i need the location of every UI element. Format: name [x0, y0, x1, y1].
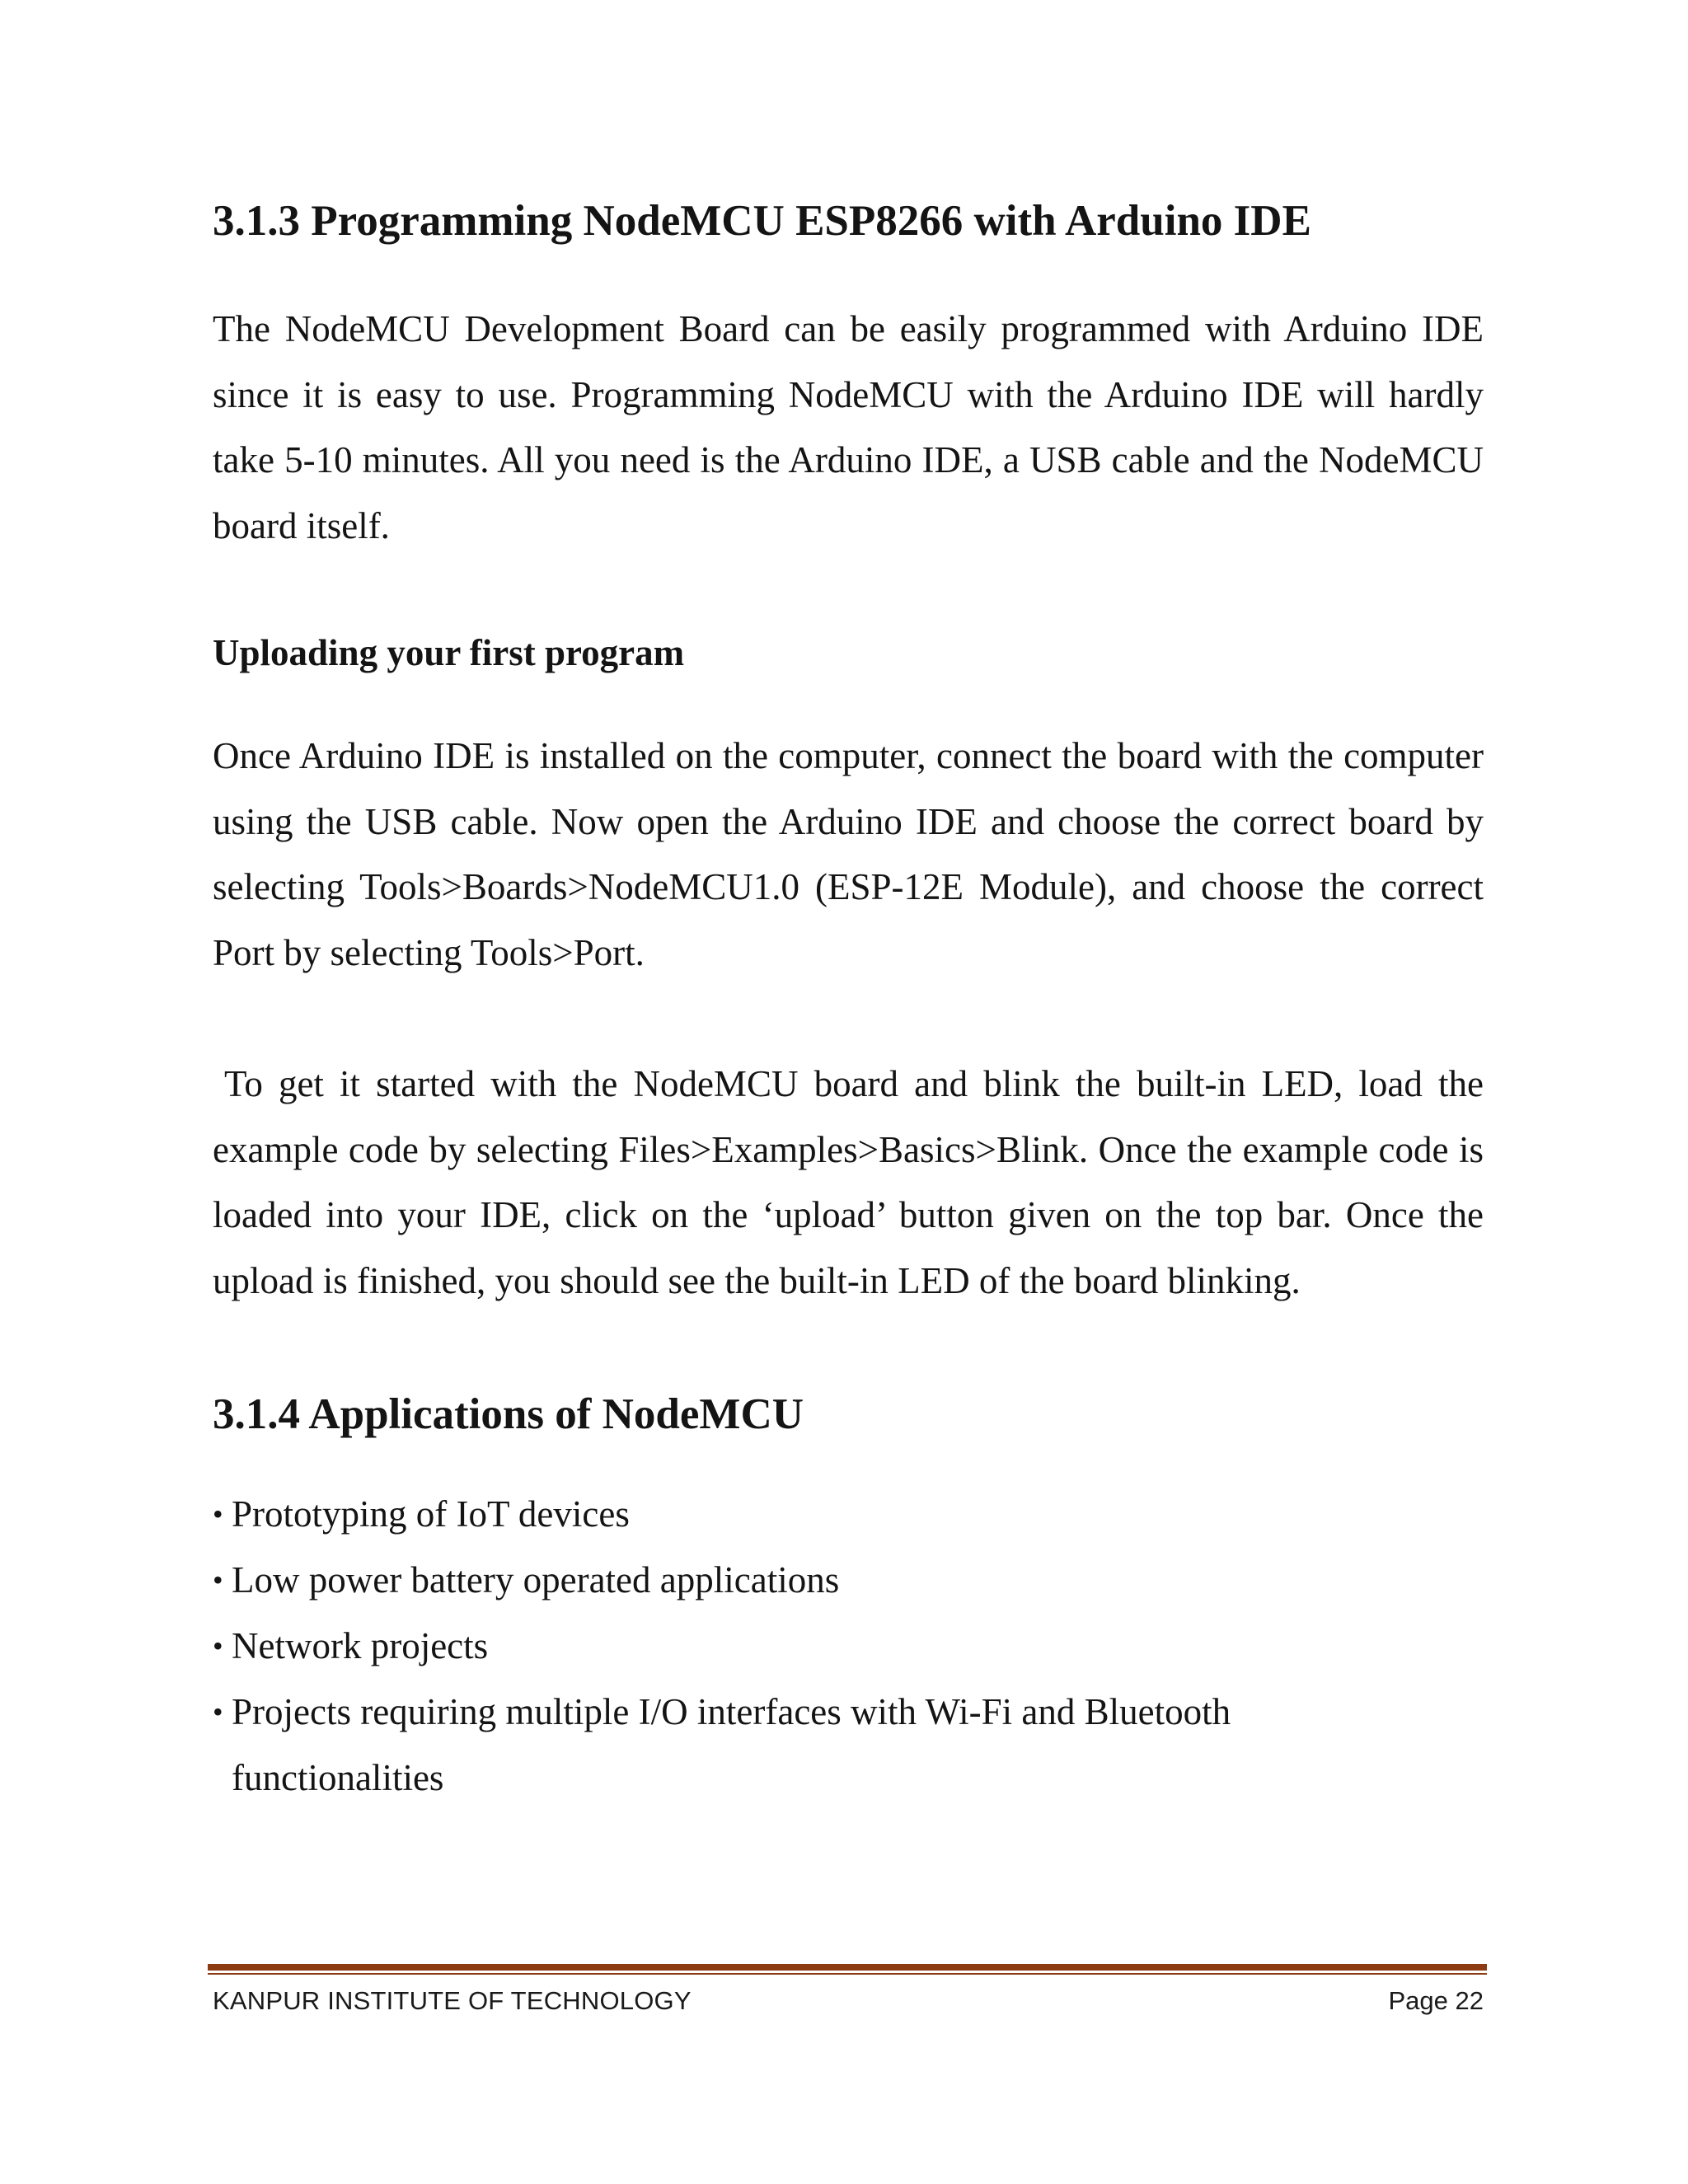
- list-item: [213, 1613, 1367, 1679]
- bullet-icon: •: [213, 1695, 223, 1728]
- subheading-uploading: Uploading your first program: [213, 632, 685, 673]
- bullet-icon: •: [213, 1563, 223, 1596]
- footer-institution: KANPUR INSTITUTE OF TECHNOLOGY: [213, 1986, 692, 2015]
- connect-board-paragraph: Once Arduino IDE is installed on the computer, connect the board with the computer using the USB cable. Now open the Arduino IDE and choose the correct board by selecting Tools>Boards>NodeMCU1.0 (ESP-12E Module), and choose the correct Port by selecting Tools>Port.: [213, 735, 1484, 973]
- list-item: [213, 1547, 1367, 1613]
- bullet-icon: •: [213, 1497, 223, 1530]
- list-item-text: Prototyping of IoT devices: [232, 1493, 630, 1535]
- blink-example-paragraph: To get it started with the NodeMCU board and blink the built-in LED, load the example code by selecting Files>Examples>Basics>Blink. Once the example code is loaded into your IDE, click on the ‘upload’ button given on the top bar. Once the upload is finished, you should see the built-in LED of the board blinking.: [213, 1063, 1484, 1301]
- list-item-text: Projects requiring multiple I/O interfaces with Wi-Fi and Bluetooth functionalities: [232, 1691, 1231, 1798]
- list-item-text: Network projects: [232, 1625, 489, 1666]
- list-item: [213, 1481, 1367, 1547]
- footer-divider: [208, 1964, 1487, 1971]
- section-heading-3-1-4: 3.1.4 Applications of NodeMCU: [213, 1390, 804, 1438]
- footer-page-number: Page 22: [1388, 1986, 1484, 2015]
- list-item-text: Low power battery operated applications: [232, 1559, 840, 1601]
- footer-divider-thin: [208, 1973, 1487, 1975]
- bullet-icon: •: [213, 1629, 223, 1662]
- applications-list: [213, 1481, 1367, 1811]
- intro-paragraph: The NodeMCU Development Board can be easily programmed with Arduino IDE since it is easy to use. Programming NodeMCU with the Arduino IDE will hardly take 5-10 minutes. All you need is the Arduino IDE, a USB cable and the NodeMCU board itself.: [213, 308, 1484, 546]
- section-heading-3-1-3: 3.1.3 Programming NodeMCU ESP8266 with Arduino IDE: [213, 197, 1311, 245]
- list-item: [213, 1679, 1295, 1811]
